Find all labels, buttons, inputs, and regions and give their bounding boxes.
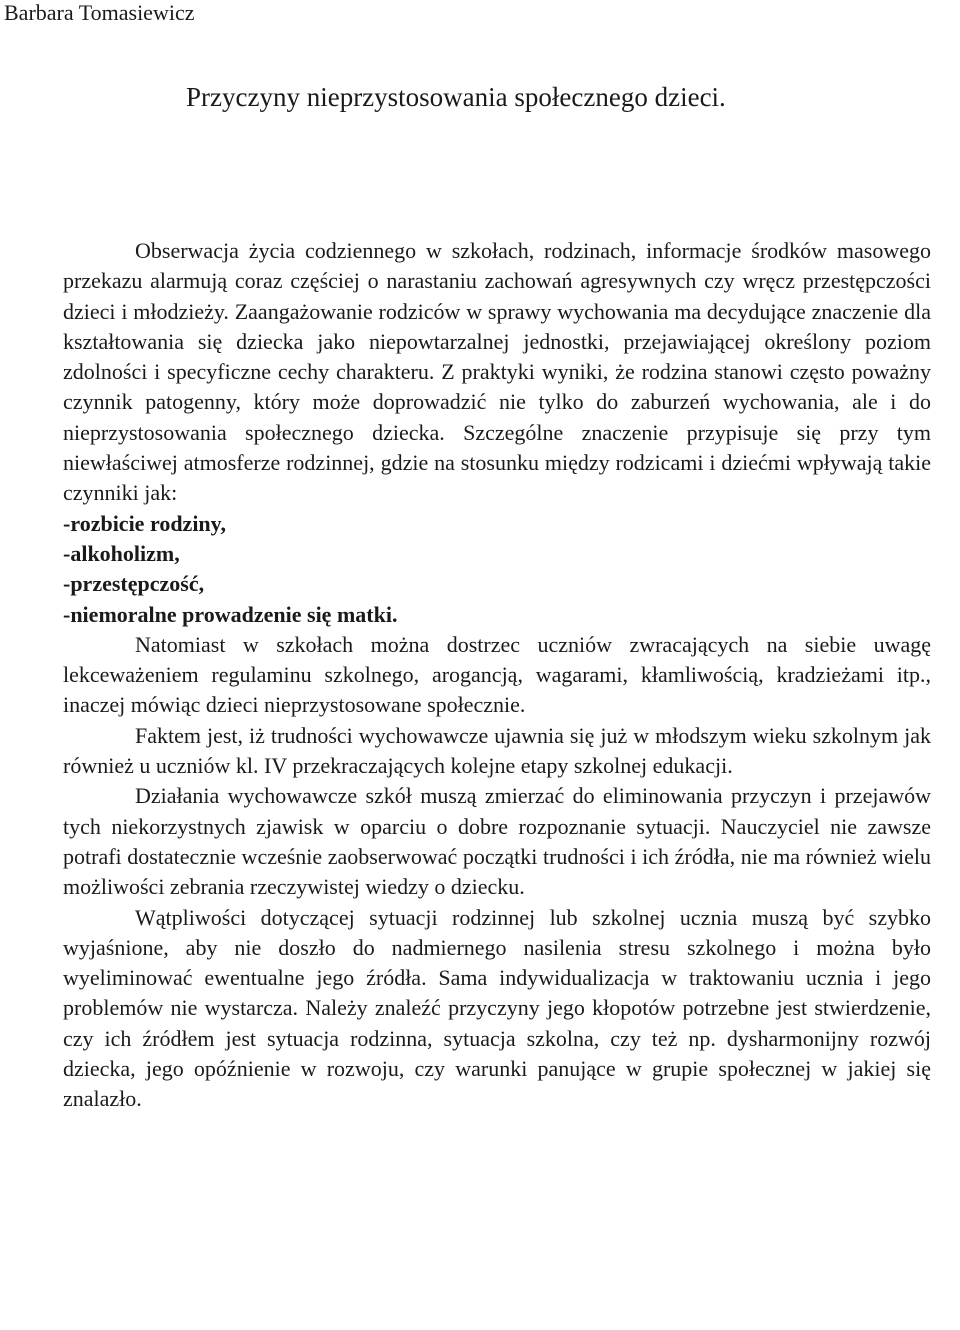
school-actions-paragraph: Działania wychowawcze szkół muszą zmierzać do eliminowania przyczyn i przejawów tych niekorzystnych zjawisk w oparciu o dobre rozpoznanie sytuacji. Nauczyciel nie zawsze potrafi dostatecznie wcześnie zaobserwować początki trudności i ich źródła, nie ma również wielu możliwości zebrania rzeczywistej wiedzy o dziecku.	[63, 783, 931, 900]
doubts-paragraph: Wątpliwości dotyczącej sytuacji rodzinnej lub szkolnej ucznia muszą być szybko wyjaśnione, aby nie doszło do nadmiernego nasilenia stresu szkolnego i można było wyeliminować ewentualne jego źródła. Sama indywidualizacja w traktowaniu ucznia i jego problemów nie wystarcza. Należy znaleźć przyczyny jego kłopotów potrzebne jest stwierdzenie, czy ich źródłem jest sytuacja rodzinna, sytuacja szkolna, czy też np. dysharmonijny rozwój dziecka, jego opóźnienie w rozwoju, czy warunki panujące w grupie społecznej w jakiej się znalazło.	[63, 904, 931, 1112]
author-name: Barbara Tomasiewicz	[4, 0, 195, 25]
document-title: Przyczyny nieprzystosowania społecznego dzieci.	[186, 82, 726, 112]
factor-item: -niemoralne prowadzenie się matki.	[63, 601, 398, 627]
document-body	[63, 236, 931, 1115]
factors-list	[63, 509, 931, 630]
factor-item: -przestępczość,	[63, 571, 205, 597]
intro-paragraph: Obserwacja życia codziennego w szkołach, rodzinach, informacje środków masowego przekazu alarmują coraz częściej o narastaniu zachowań agresywnych czy wręcz przestępczości dzieci i młodzieży. Zaangażowanie rodziców w sprawy wychowania ma decydujące znaczenie dla kształtowania się dziecka jako niepowtarzalnej jednostki, przejawiającej określony poziom zdolności i specyficzne cechy charakteru. Z praktyki wyniki, że rodzina stanowi często poważny czynnik patogenny, który może doprowadzić nie tylko do zaburzeń wychowania, ale i do nieprzystosowania społecznego dziecka. Szczególne znaczenie przypisuje się przy tym niewłaściwej atmosferze rodzinnej, gdzie na stosunku między rodzicami i dziećmi wpływają takie czynniki jak:	[63, 238, 931, 506]
factor-item: -alkoholizm,	[63, 540, 180, 566]
school-paragraph: Natomiast w szkołach można dostrzec uczniów zwracających na siebie uwagę lekceważeniem regulaminu szkolnego, arogancją, wagarami, kłamliwością, kradzieżami itp., inaczej mówiąc dzieci nieprzystosowane społecznie.	[63, 631, 931, 718]
difficulties-paragraph: Faktem jest, iż trudności wychowawcze ujawnia się już w młodszym wieku szkolnym jak również u uczniów kl. IV przekraczających kolejne etapy szkolnej edukacji.	[63, 722, 931, 779]
factor-item: -rozbicie rodziny,	[63, 510, 226, 536]
